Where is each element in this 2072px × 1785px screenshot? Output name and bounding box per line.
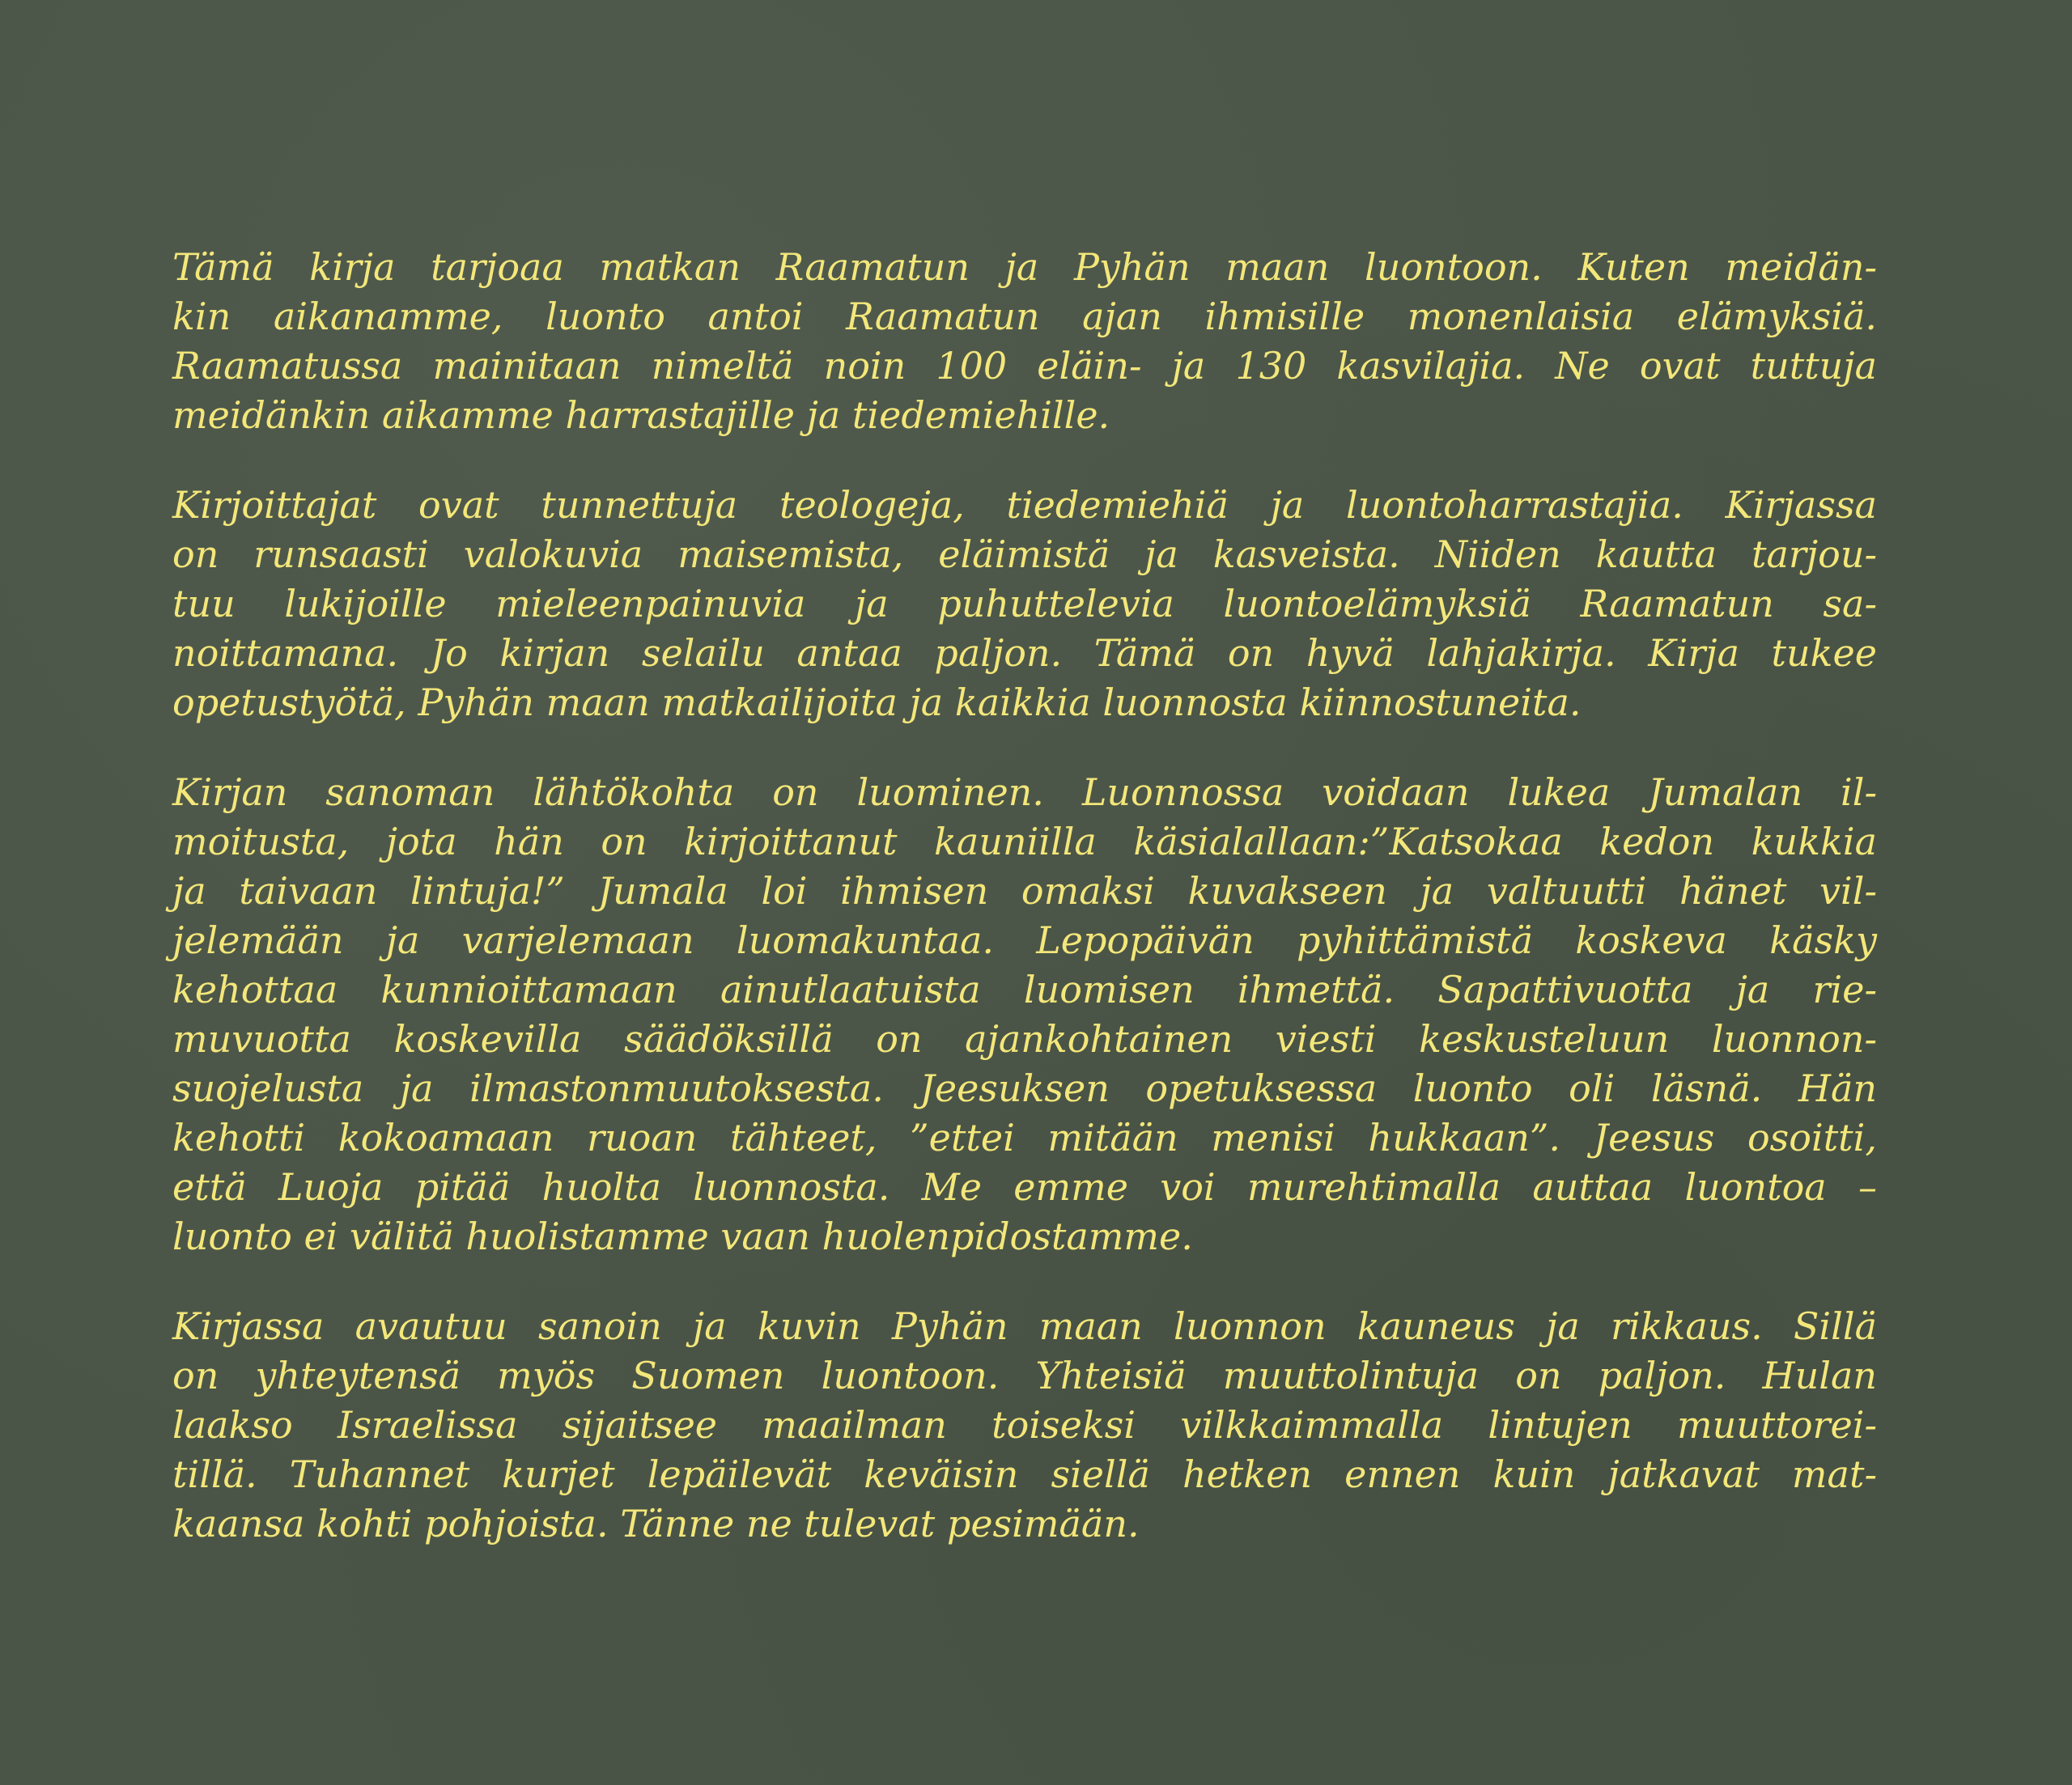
text-line: noittamana. Jo kirjan selailu antaa paljon. Tämä on hyvä lahjakirja. Kirja tukee	[172, 631, 1877, 675]
text-line: kaansa kohti pohjoista. Tänne ne tulevat pesimään.	[172, 1502, 1140, 1545]
back-cover-text	[172, 243, 1877, 1589]
text-line: meidänkin aikamme harrastajille ja tiedemiehille.	[172, 393, 1110, 437]
text-line: Raamatussa mainitaan nimeltä noin 100 eläin- ja 130 kasvilajia. Ne ovat tuttuja	[172, 344, 1877, 388]
paragraph-message	[172, 768, 1877, 1261]
text-line: Tämä kirja tarjoaa matkan Raamatun ja Pyhän maan luontoon. Kuten meidän-	[172, 245, 1877, 289]
text-line: Kirjoittajat ovat tunnettuja teologeja, tiedemiehiä ja luontoharrastajia. Kirjassa	[172, 483, 1877, 527]
text-line: kin aikanamme, luonto antoi Raamatun ajan ihmisille monenlaisia elämyksiä.	[172, 295, 1877, 338]
text-line: kehotti kokoamaan ruoan tähteet, ”ettei mitään menisi hukkaan”. Jeesus osoitti,	[172, 1116, 1877, 1160]
paragraph-authors	[172, 481, 1877, 727]
paragraph-nature	[172, 1302, 1877, 1549]
text-line: moitusta, jota hän on kirjoittanut kauniilla käsialallaan:”Katsokaa kedon kukkia	[172, 820, 1877, 863]
text-line: suojelusta ja ilmastonmuutoksesta. Jeesuksen opetuksessa luonto oli läsnä. Hän	[172, 1066, 1877, 1110]
text-line: ja taivaan lintuja!” Jumala loi ihmisen omaksi kuvakseen ja valtuutti hänet vil-	[172, 869, 1877, 913]
text-line: laakso Israelissa sijaitsee maailman toiseksi vilkkaimmalla lintujen muuttorei-	[172, 1403, 1877, 1447]
text-line: että Luoja pitää huolta luonnosta. Me emme voi murehtimalla auttaa luontoa –	[172, 1165, 1877, 1209]
text-line: on runsaasti valokuvia maisemista, eläimistä ja kasveista. Niiden kautta tarjou-	[172, 532, 1877, 576]
text-line: Kirjan sanoman lähtökohta on luominen. Luonnossa voidaan lukea Jumalan il-	[172, 770, 1877, 814]
paragraph-intro	[172, 243, 1877, 440]
text-line: Kirjassa avautuu sanoin ja kuvin Pyhän maan luonnon kauneus ja rikkaus. Sillä	[172, 1304, 1877, 1348]
text-line: tuu lukijoille mieleenpainuvia ja puhuttelevia luontoelämyksiä Raamatun sa-	[172, 582, 1877, 625]
text-line: jelemään ja varjelemaan luomakuntaa. Lepopäivän pyhittämistä koskeva käsky	[172, 918, 1877, 962]
text-line: luonto ei välitä huolistamme vaan huolenpidostamme.	[172, 1215, 1193, 1258]
text-line: opetustyötä, Pyhän maan matkailijoita ja kaikkia luonnosta kiinnostuneita.	[172, 681, 1582, 724]
text-line: kehottaa kunnioittamaan ainutlaatuista luomisen ihmettä. Sapattivuotta ja rie-	[172, 968, 1877, 1011]
text-line: muvuotta koskevilla säädöksillä on ajankohtainen viesti keskusteluun luonnon-	[172, 1017, 1877, 1061]
text-line: tillä. Tuhannet kurjet lepäilevät keväisin siellä hetken ennen kuin jatkavat mat-	[172, 1452, 1877, 1496]
text-line: on yhteytensä myös Suomen luontoon. Yhteisiä muuttolintuja on paljon. Hulan	[172, 1354, 1877, 1397]
